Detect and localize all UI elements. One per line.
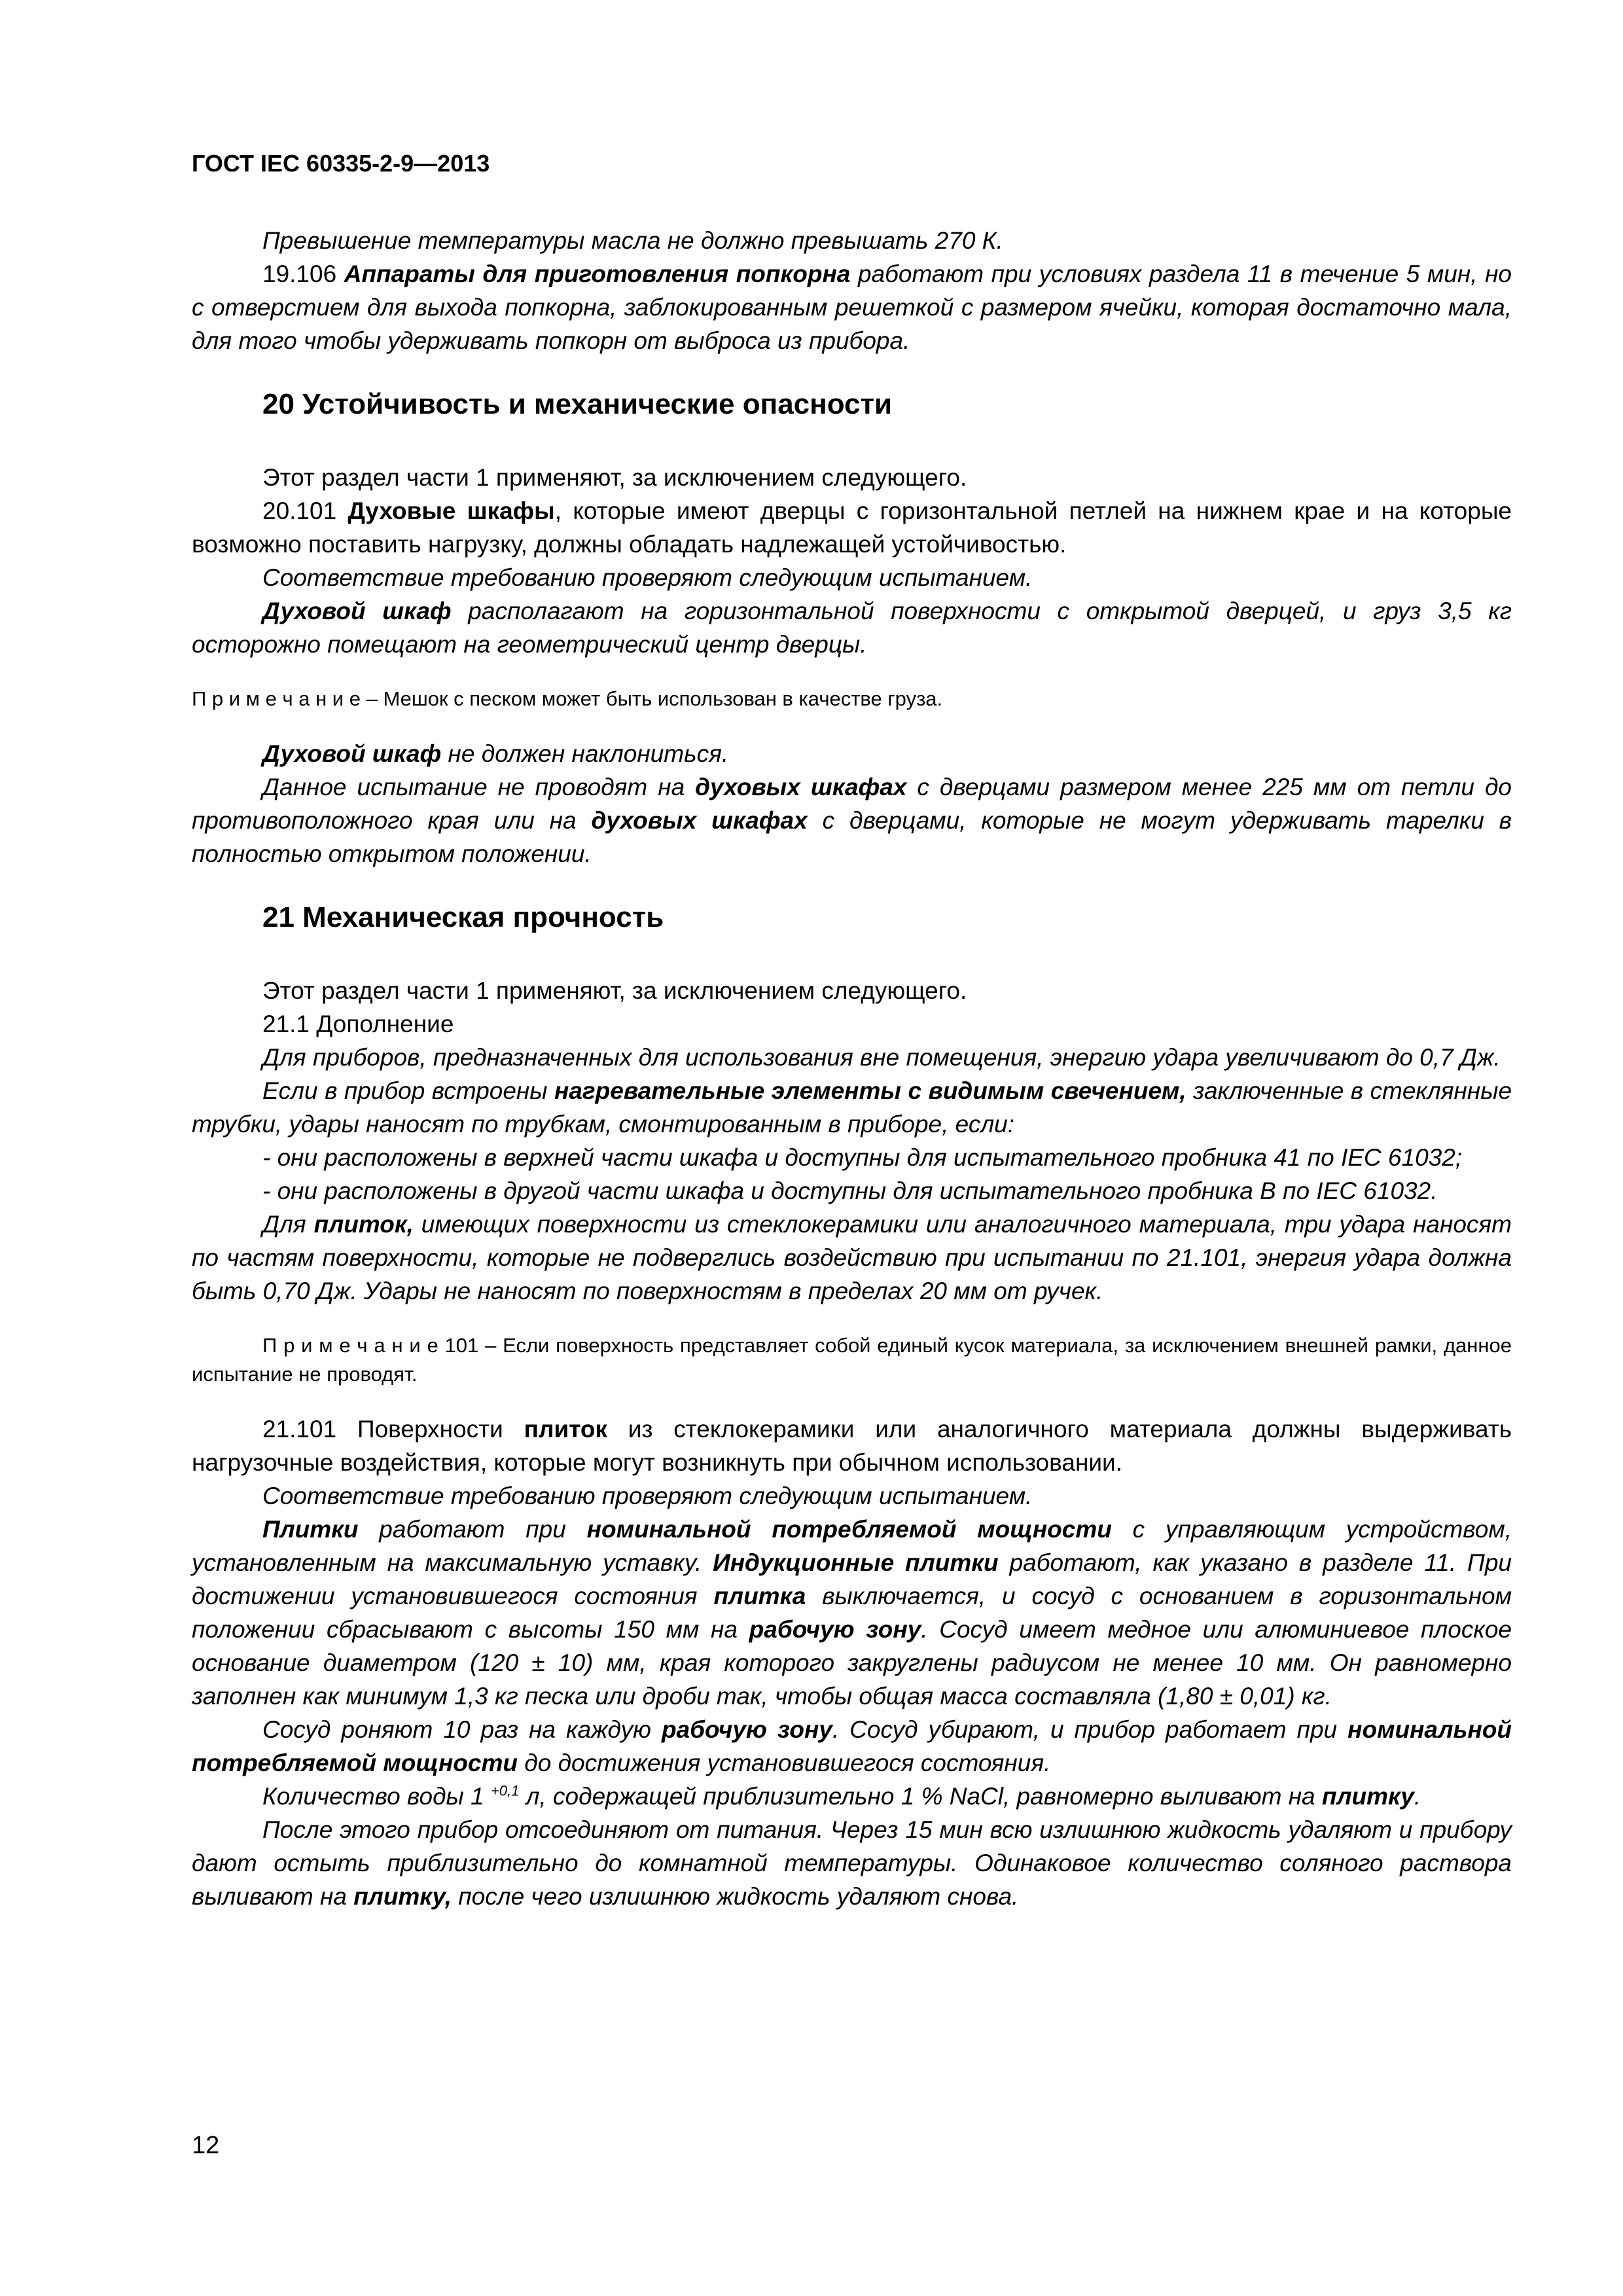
paragraph-21-outdoor: Для приборов, предназначенных для использования вне помещения, энергию удара увеличивают до 0,7 Дж. <box>262 1044 1501 1071</box>
clause-number: 19.106 <box>262 260 344 287</box>
page-number: 12 <box>192 2132 220 2159</box>
term-bold: Аппараты для приготовления попкорна <box>344 260 851 287</box>
paragraph-21-intro: Этот раздел части 1 применяют, за исключением следующего. <box>262 977 967 1004</box>
paragraph-20-tilt: Духовой шкаф не должен наклониться. <box>262 740 729 767</box>
paragraph-19-106: 19.106 Аппараты для приготовления попкорна работают при условиях раздела 11 в течение 5 мин, но с отверстием для выхода попкорна, заблокированным решеткой с размером ячейки, которая достаточно мала, для того чтобы удерживать попкорн от выброса из прибора. <box>192 260 1512 354</box>
term-bold: плитка <box>713 1583 806 1609</box>
list-item-probe-b: - они расположены в другой части шкафа и доступны для испытательного пробника В по IEC 61032. <box>262 1177 1438 1204</box>
term-bold: номинальной потребляемой мощности <box>586 1516 1112 1543</box>
paragraph-21-after: После этого прибор отсоединяют от питания. Через 15 мин всю излишнюю жидкость удаляют и прибору дают остыть приблизительно до комнатной температуры. Одинаковое количество соляного раствора выливают на плитку, после чего излишнюю жидкость удаляют снова. <box>192 1816 1512 1910</box>
note-label: П р и м е ч а н и е <box>262 1334 438 1357</box>
paragraph-20-test: Духовой шкаф располагают на горизонтальной поверхности с открытой дверцей, и груз 3,5 кг осторожно помещают на геометрический центр дверцы. <box>192 598 1512 658</box>
term-bold: нагревательные элементы с видимым свечением, <box>554 1077 1186 1104</box>
paragraph-20-compliance: Соответствие требованию проверяют следующим испытанием. <box>262 564 1033 591</box>
document-body <box>192 224 1512 1913</box>
paragraph-21-water: Количество воды 1 $^{+0,1}$ л, содержащей приблизительно 1 % NaCl, равномерно выливают на плитку. <box>262 1782 1421 1810</box>
tolerance-superscript: +0,1 <box>490 1782 520 1799</box>
term-bold: рабочую зону <box>749 1616 921 1643</box>
section-20-title: 20 Устойчивость и механические опасности <box>262 388 893 420</box>
term-bold: Духовые шкафы <box>348 497 555 524</box>
section-21-title: 21 Механическая прочность <box>262 901 664 933</box>
paragraph-21-101: 21.101 Поверхности плиток из стеклокерамики или аналогичного материала должны выдерживать нагрузочные воздействия, которые могут возникнуть при обычном использовании. <box>192 1416 1512 1476</box>
term-bold: Плитки <box>262 1516 359 1543</box>
term-bold: плитку, <box>353 1883 452 1910</box>
term-bold: плиток, <box>313 1211 414 1238</box>
term-bold: Духовой шкаф <box>262 740 442 767</box>
term-bold: духовых шкафах <box>695 774 907 800</box>
note-label: П р и м е ч а н и е <box>192 687 361 710</box>
term-bold: плитку <box>1321 1783 1414 1810</box>
note-101 <box>192 1331 1512 1389</box>
document-page <box>192 149 1512 1913</box>
note-text: 101 – Если поверхность представляет собой единый кусок материала, за исключением внешней рамки, данное испытание не проводят. <box>192 1334 1512 1386</box>
paragraph-20-exclusion: Данное испытание не проводят на духовых шкафах с дверцами размером менее 225 мм от петли до противоположного края или на духовых шкафах с дверцами, которые не могут удерживать тарелки в полностью открытом положении. <box>192 774 1512 867</box>
term-bold: Духовой шкаф <box>262 598 452 624</box>
paragraph-21-drop: Сосуд роняют 10 раз на каждую рабочую зону. Сосуд убирают, и прибор работает при номинальной потребляемой мощности до достижения установившегося состояния. <box>192 1716 1512 1776</box>
note-20 <box>192 685 1512 713</box>
paragraph-21-hobs: Для плиток, имеющих поверхности из стеклокерамики или аналогичного материала, три удара наносят по частям поверхности, которые не подверглись воздействию при испытании по 21.101, энергия удара должна быть 0,70 Дж. Удары не наносят по поверхностям в пределах 20 мм от ручек. <box>192 1211 1512 1304</box>
paragraph-21-compliance: Соответствие требованию проверяют следующим испытанием. <box>262 1482 1033 1509</box>
term-bold: номинальной потребляемой мощности <box>192 1716 1512 1776</box>
paragraph-oil-temperature: Превышение температуры масла не должно превышать 270 К. <box>262 227 1003 254</box>
paragraph-21-1: 21.1 Дополнение <box>262 1011 454 1037</box>
paragraph-21-heating: Если в прибор встроены нагревательные элементы с видимым свечением, заключенные в стеклянные трубки, удары наносят по трубкам, смонтированным в приборе, если: <box>192 1077 1512 1138</box>
list-item-probe-41: - они расположены в верхней части шкафа и доступны для испытательного пробника 41 по IEC 61032; <box>262 1144 1463 1171</box>
term-bold: Индукционные плитки <box>713 1549 999 1576</box>
note-text: – Мешок с песком может быть использован в качестве груза. <box>360 687 943 710</box>
paragraph-20-intro: Этот раздел части 1 применяют, за исключением следующего. <box>262 464 967 491</box>
term-bold: рабочую зону <box>661 1716 832 1743</box>
paragraph-20-101: 20.101 Духовые шкафы, которые имеют дверцы с горизонтальной петлей на нижнем крае и на которые возможно поставить нагрузку, должны обладать надлежащей устойчивостью. <box>192 497 1512 558</box>
document-header: ГОСТ IEC 60335-2-9—2013 <box>192 150 490 177</box>
term-bold: плиток <box>524 1416 607 1443</box>
paragraph-21-operation: Плитки работают при номинальной потребляемой мощности с управляющим устройством, установленным на максимальную уставку. Индукционные плитки работают, как указано в разделе 11. При достижении установившегося состояния плитка выключается, и сосуд с основанием в горизонтальном положении сбрасывают с высоты 150 мм на рабочую зону. Сосуд имеет медное или алюминиевое плоское основание диаметром (120 ± 10) мм, края которого закруглены радиусом не менее 10 мм. Он равномерно заполнен как минимум 1,3 кг песка или дроби так, чтобы общая масса составляла (1,80 ± 0,01) кг. <box>192 1516 1512 1710</box>
term-bold: духовых шкафах <box>591 807 808 834</box>
